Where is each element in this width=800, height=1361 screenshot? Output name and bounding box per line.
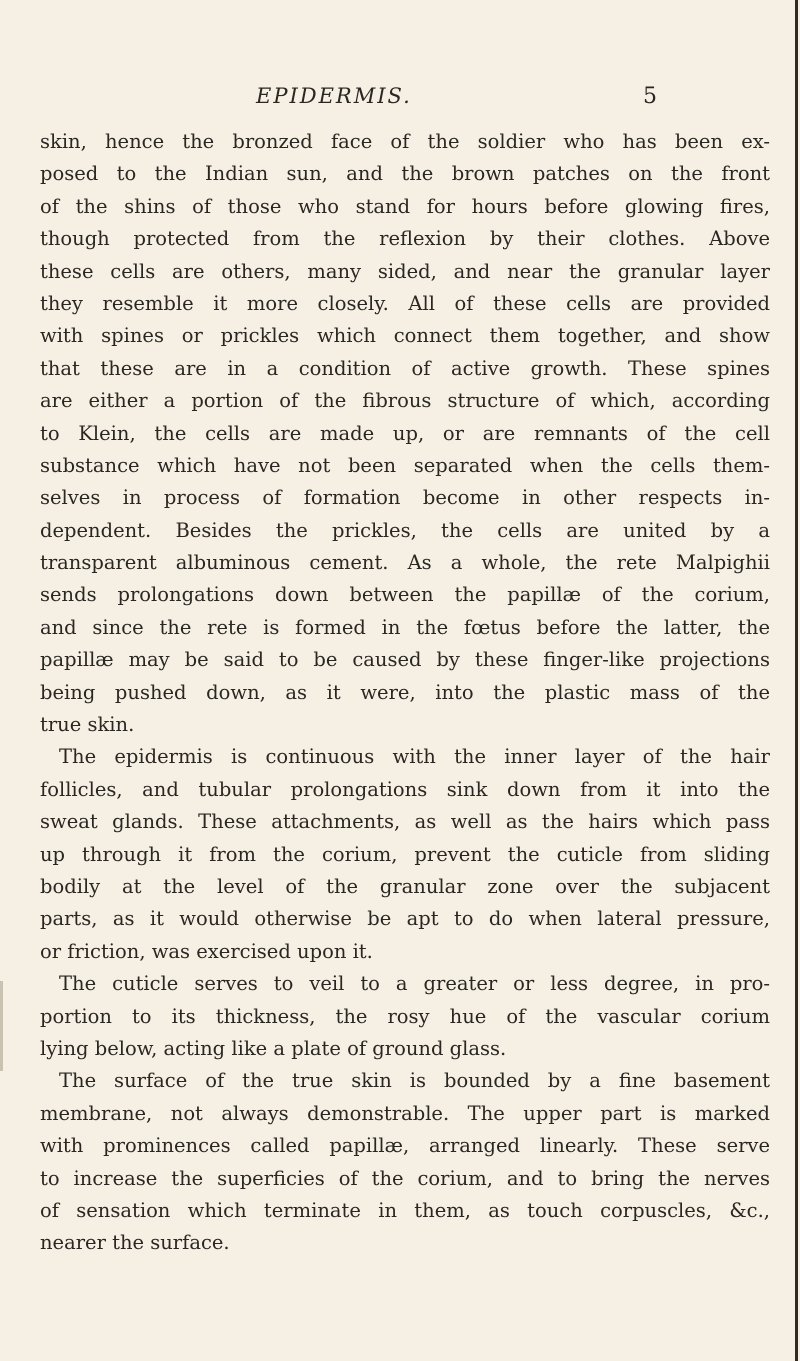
text-line: they resemble it more closely. All of these cells are provided <box>40 291 770 315</box>
text-line: transparent albuminous cement. As a whole, the rete Malpighii <box>40 551 770 575</box>
text-line: are either a portion of the fibrous structure of which, according <box>40 389 770 413</box>
page-edge-mark <box>0 981 3 1071</box>
running-title: EPIDERMIS. <box>256 84 412 108</box>
text-line: that these are in a condition of active growth. These spines <box>40 356 770 380</box>
text-line: with prominences called papillæ, arranged linearly. These serve <box>40 1134 770 1158</box>
body-text <box>40 126 770 1260</box>
text-line: membrane, not always demonstrable. The upper part is marked <box>40 1101 770 1125</box>
text-line: portion to its thickness, the rosy hue of the vascular corium <box>40 1004 770 1028</box>
text-line: parts, as it would otherwise be apt to do when lateral pressure, <box>40 907 770 931</box>
text-line-paragraph-end: nearer the surface. <box>40 1231 230 1255</box>
text-line: up through it from the corium, prevent the cuticle from sliding <box>40 842 770 866</box>
text-line: of sensation which terminate in them, as touch corpuscles, &c., <box>40 1198 770 1222</box>
text-line-paragraph-start: The epidermis is continuous with the inner layer of the hair <box>59 745 770 769</box>
text-line: though protected from the reflexion by their clothes. Above <box>40 227 770 251</box>
text-line: follicles, and tubular prolongations sink down from it into the <box>40 777 770 801</box>
text-line-paragraph-end: lying below, acting like a plate of ground glass. <box>40 1036 507 1060</box>
text-line: bodily at the level of the granular zone over the subjacent <box>40 874 770 898</box>
text-line: sends prolongations down between the papillæ of the corium, <box>40 583 770 607</box>
text-line-paragraph-start: The surface of the true skin is bounded by a fine basement <box>59 1069 770 1093</box>
text-line: to Klein, the cells are made up, or are remnants of the cell <box>40 421 770 445</box>
text-line: dependent. Besides the prickles, the cells are united by a <box>40 518 770 542</box>
text-line: papillæ may be said to be caused by these finger-like projections <box>40 648 770 672</box>
text-line: these cells are others, many sided, and near the granular layer <box>40 259 770 283</box>
text-line: substance which have not been separated when the cells them- <box>40 453 770 477</box>
text-line: to increase the superficies of the corium, and to bring the nerves <box>40 1166 770 1190</box>
text-line: posed to the Indian sun, and the brown patches on the front <box>40 162 770 186</box>
text-line: sweat glands. These attachments, as well as the hairs which pass <box>40 810 770 834</box>
text-line: with spines or prickles which connect them together, and show <box>40 324 770 348</box>
text-line-paragraph-end: or friction, was exercised upon it. <box>40 939 373 963</box>
text-line: and since the rete is formed in the fœtus before the latter, the <box>40 615 770 639</box>
page-edge-shadow <box>795 0 798 1361</box>
text-line-paragraph-end: true skin. <box>40 713 135 737</box>
text-line: selves in process of formation become in other respects in- <box>40 486 770 510</box>
text-line: skin, hence the bronzed face of the soldier who has been ex- <box>40 130 770 153</box>
text-line: being pushed down, as it were, into the plastic mass of the <box>40 680 770 704</box>
text-line-paragraph-start: The cuticle serves to veil to a greater or less degree, in pro- <box>59 972 770 996</box>
text-line: of the shins of those who stand for hours before glowing fires, <box>40 194 770 218</box>
page-number: 5 <box>643 84 657 109</box>
